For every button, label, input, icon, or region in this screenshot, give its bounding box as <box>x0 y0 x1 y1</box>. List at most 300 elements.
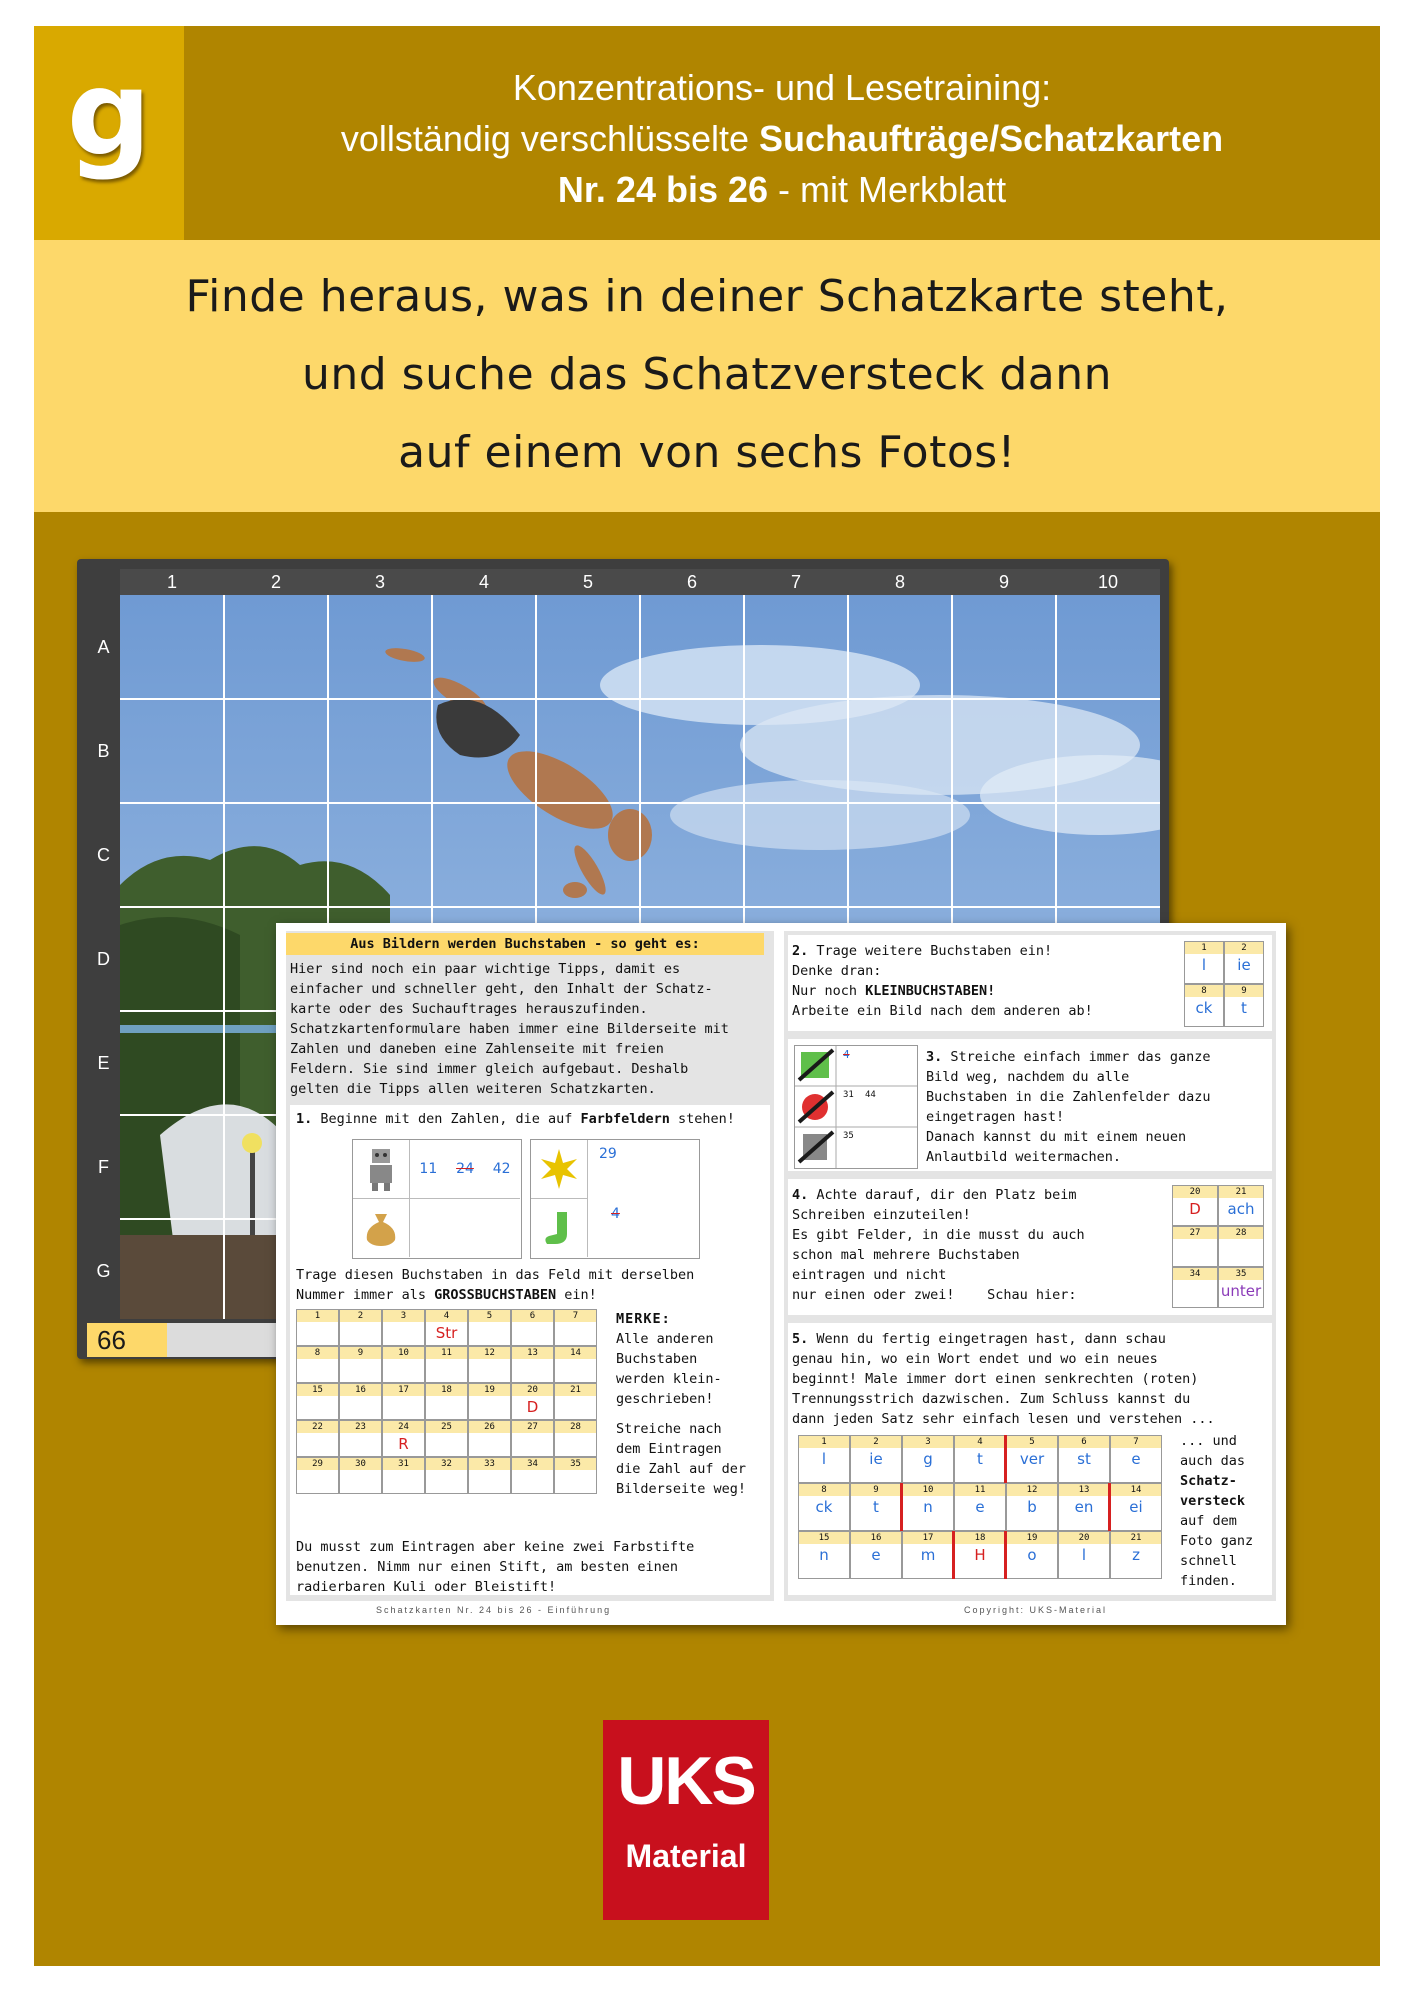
column-header: 2 <box>270 571 281 592</box>
number-cell <box>554 1420 597 1457</box>
step5-line: beginnt! Male immer dort einen senkrechten (roten) <box>792 1371 1199 1387</box>
cell-number: 3 <box>903 1436 953 1448</box>
cell-letter: g <box>923 1450 933 1468</box>
number-cell <box>339 1346 382 1383</box>
banner-line-2: und suche das Schatzversteck dann <box>301 349 1113 400</box>
cell-number: 9 <box>1225 985 1263 997</box>
number-cell <box>296 1309 339 1346</box>
intro-line: karte oder des Suchauftrages herauszufinden. <box>290 1001 648 1017</box>
cell-number: 28 <box>1219 1227 1263 1239</box>
step2-bold: KLEINBUCHSTABEN! <box>865 983 996 999</box>
word-separator <box>952 1531 955 1579</box>
number-cell <box>1110 1483 1162 1531</box>
number-cell <box>850 1531 902 1579</box>
cell-number: 12 <box>1007 1484 1057 1496</box>
row-header: B <box>97 740 110 761</box>
number-cell <box>1184 984 1224 1027</box>
step2-text <box>792 941 1152 1021</box>
number: 42 <box>492 1161 511 1177</box>
cell-number: 20 <box>512 1384 553 1396</box>
cell-number: 35 <box>1219 1268 1263 1280</box>
column-header: 5 <box>582 571 593 592</box>
sheet-title: Aus Bildern werden Buchstaben - so geht es: <box>286 933 764 955</box>
number-cell <box>1058 1483 1110 1531</box>
step3-line: Buchstaben in die Zahlenfelder dazu <box>926 1089 1211 1105</box>
cell-letter: R <box>398 1435 409 1453</box>
step2-grid <box>1184 941 1264 1027</box>
cell-number: 8 <box>297 1347 338 1359</box>
row-header: G <box>96 1260 111 1281</box>
cell-number: 20 <box>1059 1532 1109 1544</box>
step4-grid <box>1172 1185 1264 1309</box>
cell-letter: z <box>1132 1546 1140 1564</box>
number-cell <box>1224 941 1264 984</box>
intro-line: Zahlen und daneben eine Zahlenseite mit freien <box>290 1041 664 1057</box>
cell-number: 18 <box>955 1532 1005 1544</box>
merke-line: werden klein- <box>616 1371 722 1387</box>
number-cell <box>798 1483 850 1531</box>
cell-letter: e <box>1131 1450 1141 1468</box>
cell-number: 22 <box>297 1421 338 1433</box>
cell-number: 21 <box>555 1384 596 1396</box>
streiche-line: Bilderseite weg! <box>616 1481 747 1497</box>
cell-number: 13 <box>512 1347 553 1359</box>
step4-line <box>792 1185 1152 1205</box>
example-numbers-a <box>410 1140 520 1199</box>
number-cell <box>1058 1531 1110 1579</box>
number-cell <box>798 1531 850 1579</box>
cell-number: 26 <box>469 1421 510 1433</box>
cell-number: 20 <box>1173 1186 1217 1198</box>
number-cell <box>554 1346 597 1383</box>
cell-number: 35 <box>555 1458 596 1470</box>
merke-line: Alle anderen <box>616 1331 714 1347</box>
trage-line <box>296 1285 766 1305</box>
column-header: 6 <box>686 571 697 592</box>
step2-nur: Nur noch <box>792 983 866 999</box>
column-header: 3 <box>374 571 385 592</box>
cell-number: 16 <box>851 1532 901 1544</box>
merke-box <box>616 1309 766 1499</box>
number-cell <box>468 1346 511 1383</box>
cell-number: 12 <box>469 1347 510 1359</box>
und-bold-line: versteck <box>1180 1493 1246 1509</box>
number-cell <box>339 1309 382 1346</box>
number-cell <box>1218 1267 1264 1308</box>
number-cell <box>902 1531 954 1579</box>
header-line-2-plain: vollständig verschlüsselte <box>340 118 760 159</box>
sheet-footer-right: Copyright: UKS-Material <box>964 1605 1108 1615</box>
cell-number: 1 <box>297 1310 338 1322</box>
cell-number: 33 <box>469 1458 510 1470</box>
page-number: 66 <box>87 1323 167 1357</box>
cell-number: 6 <box>1059 1436 1109 1448</box>
cell-number: 15 <box>297 1384 338 1396</box>
step-number: 3. <box>926 1049 943 1065</box>
header-line-1: Konzentrations- und Lesetraining: <box>512 67 1052 108</box>
intro-line: Feldern. Sie sind immer gleich aufgebaut. Deshalb <box>290 1061 689 1077</box>
step5-line: genau hin, wo ein Wort endet und wo ein neues <box>792 1351 1158 1367</box>
number-cell <box>382 1457 425 1494</box>
cover-frame <box>34 26 1380 1966</box>
und-line: finden. <box>1180 1573 1237 1589</box>
number-cell <box>954 1531 1006 1579</box>
step4-line: Es gibt Felder, in die musst du auch <box>792 1227 1085 1243</box>
step-number: 1. <box>296 1111 313 1127</box>
cell-number: 3 <box>383 1310 424 1322</box>
cell-number: 4 <box>955 1436 1005 1448</box>
number-cell <box>511 1346 554 1383</box>
final-grid <box>798 1435 1164 1585</box>
number-cell <box>554 1457 597 1494</box>
cell-number: 17 <box>903 1532 953 1544</box>
logo-material: Material <box>625 1838 747 1874</box>
cell-number: 21 <box>1111 1532 1161 1544</box>
number-crossed: 24 <box>456 1161 474 1177</box>
cell-letter: ie <box>1237 956 1251 974</box>
example-card-a <box>352 1139 522 1259</box>
step2-line <box>792 941 1152 961</box>
cell-number: 13 <box>1059 1484 1109 1496</box>
bottom-note <box>296 1537 766 1597</box>
cell-letter: st <box>1077 1450 1091 1468</box>
step-number: 4. <box>792 1187 809 1203</box>
number-cell <box>798 1435 850 1483</box>
cell-letter: ck <box>1195 999 1213 1017</box>
number-cell <box>425 1383 468 1420</box>
step3-text <box>926 1047 1270 1167</box>
cell-number: 19 <box>1007 1532 1057 1544</box>
row-header: C <box>97 844 110 865</box>
sock-icon <box>531 1199 588 1257</box>
cell-letter: ei <box>1129 1498 1143 1516</box>
level-badge <box>34 26 184 240</box>
number-cell <box>511 1457 554 1494</box>
number-cell <box>339 1383 382 1420</box>
cell-letter: t <box>977 1450 983 1468</box>
number-cell <box>1172 1267 1218 1308</box>
cell-letter: l <box>1201 956 1207 974</box>
cell-number: 21 <box>1219 1186 1263 1198</box>
step3-line: eingetragen hast! <box>926 1109 1065 1125</box>
cell-letter: e <box>975 1498 985 1516</box>
header-line-2-bold: Suchaufträge/Schatzkarten <box>759 118 1224 159</box>
cell-letter: D <box>1189 1200 1201 1218</box>
cell-letter: ie <box>869 1450 883 1468</box>
number-cell <box>425 1309 468 1346</box>
cell-letter: t <box>1241 999 1247 1017</box>
cell-letter: e <box>871 1546 881 1564</box>
cell-number: 34 <box>512 1458 553 1470</box>
word-separator <box>1004 1531 1007 1579</box>
cell-number: 11 <box>955 1484 1005 1496</box>
cell-number: 18 <box>426 1384 467 1396</box>
number-grid <box>296 1309 596 1499</box>
step3-line-text: Streiche einfach immer das ganze <box>950 1049 1211 1065</box>
step4-text <box>792 1185 1152 1305</box>
step3-line: Anlautbild weitermachen. <box>926 1149 1122 1165</box>
number-cell <box>511 1309 554 1346</box>
number-cell <box>382 1309 425 1346</box>
merke-title: MERKE: <box>616 1311 671 1327</box>
example-card-b <box>530 1139 700 1259</box>
cell-number: 9 <box>340 1347 381 1359</box>
row-header: D <box>97 948 110 969</box>
row-header: E <box>97 1052 110 1073</box>
cell-number: 17 <box>383 1384 424 1396</box>
step4-schau: Schau hier: <box>987 1287 1077 1303</box>
crossed-cards <box>794 1045 918 1169</box>
step-number: 2. <box>792 943 809 959</box>
level-letter: g <box>66 44 152 182</box>
number-cell <box>1172 1226 1218 1267</box>
column-header: 1 <box>166 571 177 592</box>
number-cell <box>468 1383 511 1420</box>
cell-number: 23 <box>340 1421 381 1433</box>
cell-letter: o <box>1027 1546 1037 1564</box>
cell-number: 1 <box>799 1436 849 1448</box>
intro-line: gelten die Tipps allen weiteren Schatzkarten. <box>290 1081 656 1097</box>
cell-number: 2 <box>340 1310 381 1322</box>
number-cell <box>1218 1185 1264 1226</box>
step4-line: Schreiben einzuteilen! <box>792 1207 971 1223</box>
star-icon <box>531 1140 588 1199</box>
number-cell <box>954 1483 1006 1531</box>
cell-number: 5 <box>469 1310 510 1322</box>
number-cell <box>339 1457 382 1494</box>
cell-letter: ach <box>1227 1200 1255 1218</box>
cell-letter: l <box>821 1450 827 1468</box>
uks-material-logo <box>603 1720 769 1920</box>
number: 35 <box>843 1131 854 1141</box>
cell-number: 27 <box>1173 1227 1217 1239</box>
number-cell <box>425 1346 468 1383</box>
cell-number: 32 <box>426 1458 467 1470</box>
streiche-line: dem Eintragen <box>616 1441 722 1457</box>
word-separator <box>1004 1435 1007 1483</box>
cell-letter: l <box>1081 1546 1087 1564</box>
number-cell <box>511 1383 554 1420</box>
column-header: 4 <box>478 571 489 592</box>
cell-number: 10 <box>383 1347 424 1359</box>
number-cell <box>850 1483 902 1531</box>
column-header: 10 <box>1097 571 1119 592</box>
cell-letter: unter <box>1220 1282 1262 1300</box>
intro-line: Hier sind noch ein paar wichtige Tipps, damit es <box>290 961 681 977</box>
step4-line-text: nur einen oder zwei! <box>792 1287 955 1303</box>
und-line: auf dem <box>1180 1513 1237 1529</box>
note-line: radierbaren Kuli oder Bleistift! <box>296 1579 557 1595</box>
trage-end: ein! <box>556 1287 597 1303</box>
number-cell <box>296 1383 339 1420</box>
merke-line: geschrieben! <box>616 1391 714 1407</box>
cell-number: 7 <box>555 1310 596 1322</box>
step2-line-text: Trage weitere Buchstaben ein! <box>816 943 1053 959</box>
word-separator <box>900 1483 903 1531</box>
number: 31 <box>843 1090 854 1100</box>
step2-line: Arbeite ein Bild nach dem anderen ab! <box>792 1003 1093 1019</box>
cell-number: 31 <box>383 1458 424 1470</box>
cell-number: 19 <box>469 1384 510 1396</box>
banner-text <box>34 258 1380 492</box>
task-banner <box>34 240 1380 512</box>
number-cell <box>1006 1531 1058 1579</box>
number: 29 <box>599 1146 617 1162</box>
cell-number: 5 <box>1007 1436 1057 1448</box>
cell-number: 7 <box>1111 1436 1161 1448</box>
und-bold-line: Schatz- <box>1180 1473 1237 1489</box>
step5-line: Trennungsstrich dazwischen. Zum Schluss kannst du <box>792 1391 1191 1407</box>
step1-text: Beginne mit den Zahlen, die auf <box>320 1111 581 1127</box>
step3-line: Danach kannst du mit einem neuen <box>926 1129 1187 1145</box>
number-cell <box>296 1457 339 1494</box>
cell-number: 2 <box>1225 942 1263 954</box>
header-line-2 <box>184 113 1380 164</box>
cell-number: 9 <box>851 1484 901 1496</box>
step5-line-text: Wenn du fertig eingetragen hast, dann schau <box>816 1331 1166 1347</box>
cell-number: 29 <box>297 1458 338 1470</box>
step4-line: schon mal mehrere Buchstaben <box>792 1247 1020 1263</box>
header-title <box>184 62 1380 215</box>
intro-line: einfacher und schneller geht, den Inhalt der Schatz- <box>290 981 713 997</box>
number-cell <box>1224 984 1264 1027</box>
number-crossed: 4 <box>611 1206 620 1222</box>
step2-line <box>792 981 1152 1001</box>
und-line: schnell <box>1180 1553 1237 1569</box>
intro-text <box>290 959 770 1099</box>
cell-number: 16 <box>340 1384 381 1396</box>
number-cell <box>1218 1226 1264 1267</box>
number-cell <box>425 1457 468 1494</box>
instruction-sheet <box>276 923 1286 1625</box>
number-cell <box>1058 1435 1110 1483</box>
cell-letter: H <box>974 1546 986 1564</box>
trage-bold: GROSSBUCHSTABEN <box>434 1287 557 1303</box>
number-cell <box>954 1435 1006 1483</box>
cell-number: 14 <box>1111 1484 1161 1496</box>
sack-icon <box>353 1199 410 1257</box>
number: 44 <box>865 1090 876 1100</box>
step4-line-text: Achte darauf, dir den Platz beim <box>816 1187 1077 1203</box>
number-cell <box>382 1383 425 1420</box>
number-cell <box>1006 1483 1058 1531</box>
cell-letter: Str <box>435 1324 458 1342</box>
cell-number: 4 <box>426 1310 467 1322</box>
cell-number: 11 <box>426 1347 467 1359</box>
header-line-3 <box>184 164 1380 215</box>
logo-uks: UKS <box>617 1743 755 1819</box>
und-line: ... und <box>1180 1433 1237 1449</box>
und-text <box>1180 1431 1272 1591</box>
cell-number: 28 <box>555 1421 596 1433</box>
step-number: 5. <box>792 1331 809 1347</box>
step5-line <box>792 1329 1268 1349</box>
row-header: F <box>98 1156 109 1177</box>
number-cell <box>296 1420 339 1457</box>
step5-text <box>792 1329 1268 1429</box>
cell-number: 34 <box>1173 1268 1217 1280</box>
number-cell <box>902 1483 954 1531</box>
step1-end: stehen! <box>669 1111 735 1127</box>
number-cell <box>468 1457 511 1494</box>
cell-letter: ck <box>815 1498 833 1516</box>
cell-number: 8 <box>1185 985 1223 997</box>
trage-text <box>296 1265 766 1305</box>
banner-line-1: Finde heraus, was in deiner Schatzkarte steht, <box>185 271 1229 322</box>
number: 11 <box>419 1161 438 1177</box>
cell-number: 15 <box>799 1532 849 1544</box>
cell-letter: n <box>819 1546 829 1564</box>
cell-number: 30 <box>340 1458 381 1470</box>
number-crossed: 4 <box>843 1048 850 1061</box>
header-line-3-plain: - mit Merkblatt <box>768 169 1007 210</box>
number-cell <box>296 1346 339 1383</box>
number-cell <box>339 1420 382 1457</box>
column-header: 7 <box>790 571 801 592</box>
cell-letter: n <box>923 1498 933 1516</box>
number-cell <box>1110 1435 1162 1483</box>
step3-line <box>926 1047 1270 1067</box>
number-cell <box>382 1420 425 1457</box>
step5-line: dann jeden Satz sehr einfach lesen und verstehen ... <box>792 1411 1215 1427</box>
number-cell <box>511 1420 554 1457</box>
word-separator <box>1108 1483 1111 1531</box>
note-line: Du musst zum Eintragen aber keine zwei Farbstifte <box>296 1539 695 1555</box>
cell-number: 25 <box>426 1421 467 1433</box>
number-cell <box>554 1383 597 1420</box>
cell-number: 6 <box>512 1310 553 1322</box>
step2-line: Denke dran: <box>792 963 882 979</box>
cell-number: 24 <box>383 1421 424 1433</box>
intro-line: Schatzkartenformulare haben immer eine Bilderseite mit <box>290 1021 729 1037</box>
cell-letter: en <box>1074 1498 1094 1516</box>
cell-letter: t <box>873 1498 879 1516</box>
step1-heading <box>296 1109 766 1129</box>
trage-line: Trage diesen Buchstaben in das Feld mit derselben <box>296 1267 695 1283</box>
cell-number: 1 <box>1185 942 1223 954</box>
cell-letter: b <box>1027 1498 1037 1516</box>
step4-line: eintragen und nicht <box>792 1267 947 1283</box>
cell-number: 27 <box>512 1421 553 1433</box>
number-cell <box>902 1435 954 1483</box>
merke-line: Buchstaben <box>616 1351 698 1367</box>
number-cell <box>554 1309 597 1346</box>
column-header: 9 <box>998 571 1009 592</box>
row-header: A <box>97 636 110 657</box>
cell-number: 14 <box>555 1347 596 1359</box>
header <box>34 26 1380 240</box>
sheet-footer-left: Schatzkarten Nr. 24 bis 26 - Einführung <box>376 1605 612 1615</box>
number-cell <box>850 1435 902 1483</box>
cell-letter: ver <box>1019 1450 1045 1468</box>
step3-line: Bild weg, nachdem du alle <box>926 1069 1130 1085</box>
step1-bold: Farbfeldern <box>580 1111 670 1127</box>
robot-icon <box>353 1140 410 1199</box>
und-line: auch das <box>1180 1453 1246 1469</box>
cell-letter: m <box>920 1546 936 1564</box>
trage-plain: Nummer immer als <box>296 1287 435 1303</box>
und-line: Foto ganz <box>1180 1533 1254 1549</box>
number-cell <box>1110 1531 1162 1579</box>
banner-line-3: auf einem von sechs Fotos! <box>398 427 1016 478</box>
number-cell <box>468 1309 511 1346</box>
number-cell <box>468 1420 511 1457</box>
number-cell <box>1184 941 1224 984</box>
number-cell <box>1172 1185 1218 1226</box>
streiche-line: die Zahl auf der <box>616 1461 747 1477</box>
step4-line <box>792 1285 1152 1305</box>
number-cell <box>382 1346 425 1383</box>
